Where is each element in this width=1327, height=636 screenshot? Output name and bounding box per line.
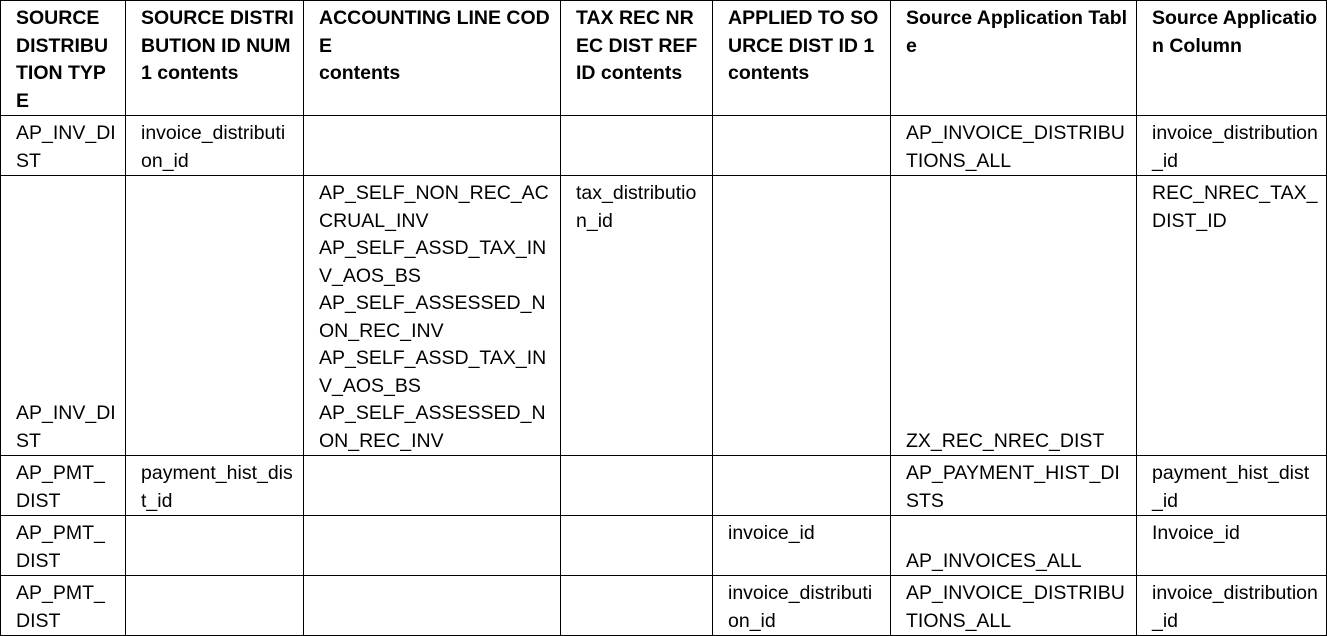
cell-source-application-table: AP_INVOICE_DISTRIBUTIONS_ALL — [891, 116, 1137, 176]
cell-applied-to-source-dist-id-1: invoice_id — [713, 516, 891, 576]
header-source-application-column: Source Application Column — [1137, 1, 1327, 116]
cell-source-application-table: ZX_REC_NREC_DIST — [891, 176, 1137, 456]
cell-source-application-table: AP_INVOICE_DISTRIBUTIONS_ALL — [891, 576, 1137, 636]
header-accounting-line-code: ACCOUNTING LINE CODE contents — [304, 1, 561, 116]
header-source-distribution-id-num-1: SOURCE DISTRIBUTION ID NUM 1 contents — [126, 1, 304, 116]
cell-source-distribution-type: AP_PMT_DIST — [1, 576, 126, 636]
cell-source-application-column: invoice_distribution_id — [1137, 576, 1327, 636]
cell-source-application-column: invoice_distribution_id — [1137, 116, 1327, 176]
cell-source-application-column: Invoice_id — [1137, 516, 1327, 576]
table-row — [1, 456, 1327, 516]
header-source-application-table: Source Application Table — [891, 1, 1137, 116]
cell-source-application-table: AP_INVOICES_ALL — [891, 516, 1137, 576]
cell-accounting-line-code — [304, 516, 561, 576]
cell-accounting-line-code — [304, 116, 561, 176]
header-tax-rec-nrec-dist-ref-id: TAX REC NREC DIST REF ID contents — [561, 1, 713, 116]
cell-applied-to-source-dist-id-1: invoice_distribution_id — [713, 576, 891, 636]
cell-applied-to-source-dist-id-1 — [713, 116, 891, 176]
cell-source-distribution-id-num-1 — [126, 176, 304, 456]
cell-tax-rec-nrec-dist-ref-id — [561, 576, 713, 636]
cell-applied-to-source-dist-id-1 — [713, 176, 891, 456]
cell-source-application-column: payment_hist_dist_id — [1137, 456, 1327, 516]
cell-tax-rec-nrec-dist-ref-id — [561, 116, 713, 176]
table-header-row — [1, 1, 1327, 116]
cell-source-application-table: AP_PAYMENT_HIST_DISTS — [891, 456, 1137, 516]
cell-tax-rec-nrec-dist-ref-id — [561, 456, 713, 516]
cell-source-distribution-type: AP_PMT_DIST — [1, 516, 126, 576]
cell-source-distribution-type: AP_INV_DIST — [1, 176, 126, 456]
cell-source-application-column: REC_NREC_TAX_DIST_ID — [1137, 176, 1327, 456]
header-source-distribution-type: SOURCE DISTRIBU TION TYPE — [1, 1, 126, 116]
table-row — [1, 516, 1327, 576]
cell-accounting-line-code — [304, 576, 561, 636]
cell-source-distribution-id-num-1: payment_hist_dist_id — [126, 456, 304, 516]
cell-tax-rec-nrec-dist-ref-id — [561, 516, 713, 576]
cell-source-distribution-type: AP_INV_DIST — [1, 116, 126, 176]
cell-tax-rec-nrec-dist-ref-id: tax_distribution_id — [561, 176, 713, 456]
cell-source-distribution-type: AP_PMT_DIST — [1, 456, 126, 516]
cell-source-distribution-id-num-1 — [126, 576, 304, 636]
cell-source-distribution-id-num-1 — [126, 516, 304, 576]
table-row — [1, 176, 1327, 456]
table-row — [1, 116, 1327, 176]
cell-accounting-line-code — [304, 456, 561, 516]
table-row — [1, 576, 1327, 636]
cell-source-distribution-id-num-1: invoice_distribution_id — [126, 116, 304, 176]
header-applied-to-source-dist-id-1: APPLIED TO SOURCE DIST ID 1 contents — [713, 1, 891, 116]
cell-accounting-line-code: AP_SELF_NON_REC_ACCRUAL_INV AP_SELF_ASSD_TAX_INV_AOS_BS AP_SELF_ASSESSED_NON_REC_INV AP_SELF_ASSD_TAX_INV_AOS_BS AP_SELF_ASSESSED_NON_REC_INV — [304, 176, 561, 456]
cell-applied-to-source-dist-id-1 — [713, 456, 891, 516]
